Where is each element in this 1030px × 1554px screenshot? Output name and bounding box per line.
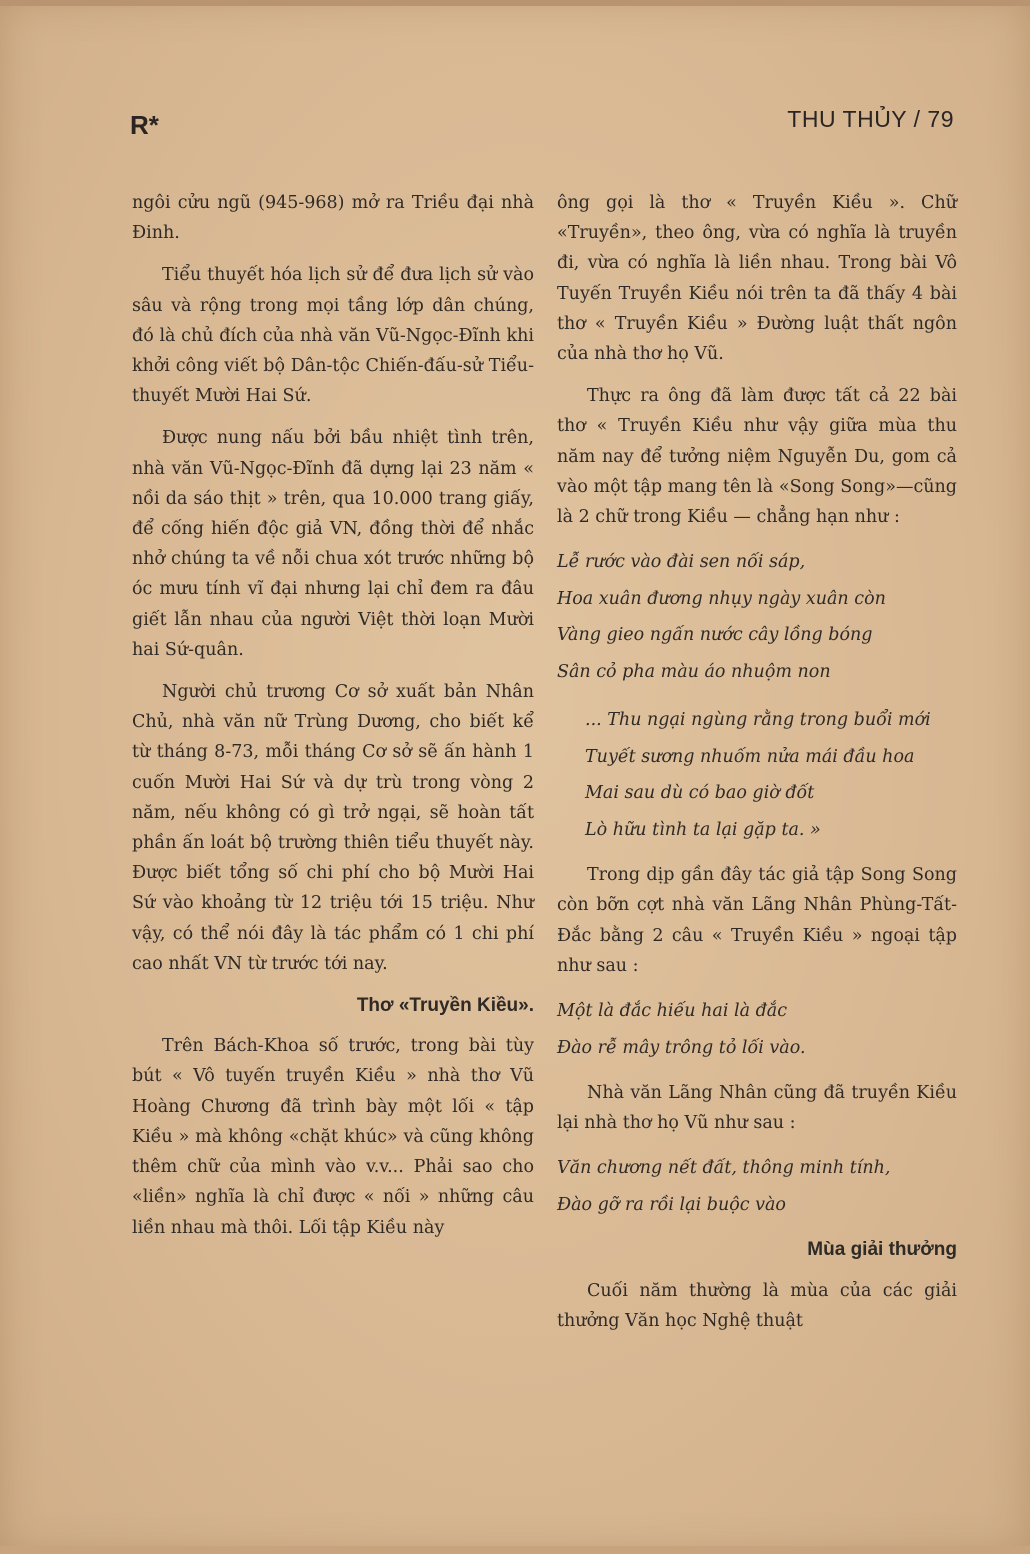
paragraph: Nhà văn Lãng Nhân cũng đã truyền Kiều lại nhà thơ họ Vũ như sau : [557,1083,957,1134]
page-mark: R* [130,110,159,140]
poem-line: Đào rễ mây trông tỏ lối vào. [557,1037,806,1058]
poem-block [557,702,957,848]
poem-line: Mai sau dù có bao giờ đốt [585,783,815,804]
paragraph: Trên Bách-Khoa số trước, trong bài tùy bút « Vô tuyến truyền Kiều » nhà thơ Vũ Hoàng Chương đã trình bày một lối « tập Kiều » mà không «chặt khúc» và cũng không thêm chữ của mình vào v.v... Phải sao cho «liền» nghĩa là chỉ được « nối » những câu liền nhau mà thôi. Lối tập Kiều này [132,1036,534,1238]
paragraph: Trong dịp gần đây tác giả tập Song Song còn bỡn cợt nhà văn Lãng Nhân Phùng-Tất-Đắc bằng 2 câu « Truyền Kiều » ngoại tập như sau : [557,865,957,976]
poem-block [557,993,957,1066]
poem-line: Vàng gieo ngấn nước cây lồng bóng [557,625,873,646]
poem-block [557,544,957,690]
poem-line: Hoa xuân đương nhụy ngày xuân còn [557,588,886,609]
paragraph: Thực ra ông đã làm được tất cả 22 bài thơ « Truyền Kiều như vậy giữa mùa thu năm nay để tưởng niệm Nguyễn Du, gom cả vào một tập mang tên là «Song Song»—cũng là 2 chữ trong Kiều — chẳng hạn như : [557,386,957,528]
left-column [132,188,534,1255]
paragraph: ngôi cửu ngũ (945-968) mở ra Triều đại nhà Đinh. [132,193,534,244]
section-heading: Mùa giải thưởng [807,1239,957,1261]
poem-line: Văn chương nết đất, thông minh tính, [557,1158,891,1179]
paragraph: Tiểu thuyết hóa lịch sử để đưa lịch sử vào sâu và rộng trong mọi tầng lớp dân chúng, đó là chủ đích của nhà văn Vũ-Ngọc-Đĩnh khi khởi công viết bộ Dân-tộc Chiến-đấu-sử Tiểu-thuyết Mười Hai Sứ. [132,265,534,407]
poem-line: Lễ rước vào đài sen nối sáp, [557,552,806,573]
running-header: THU THỦY / 79 [787,106,954,132]
poem-line: ... Thu ngại ngùng rằng trong buổi mới [585,710,931,731]
right-column [557,188,957,1348]
paragraph: Cuối năm thường là mùa của các giải thưởng Văn học Nghệ thuật [557,1280,957,1331]
section-heading: Thơ «Truyền Kiều». [356,995,534,1017]
paragraph: Được nung nấu bởi bầu nhiệt tình trên, nhà văn Vũ-Ngọc-Đĩnh đã dựng lại 23 năm « nồi da sáo thịt » trên, qua 10.000 trang giấy, để cống hiến độc giả VN, đồng thời để nhắc nhở chúng ta về nỗi chua xót trước những bộ óc mưu tính vĩ đại nhưng lại chỉ đem ra đâu giết lẫn nhau của người Việt thời loạn Mười hai Sứ-quân. [132,428,534,660]
paragraph: ông gọi là thơ « Truyền Kiều ». Chữ «Truyền», theo ông, vừa có nghĩa là truyền đi, vừa có nghĩa là liền nhau. Trong bài Vô Tuyến Truyền Kiều nói trên ta đã thấy 4 bài thơ « Truyền Kiều » Đường luật thất ngôn của nhà thơ họ Vũ. [557,193,957,365]
poem-line: Sân cỏ pha màu áo nhuộm non [557,661,831,682]
page-top-edge [0,0,1030,6]
poem-line: Lò hữu tình ta lại gặp ta. » [585,819,821,840]
poem-line: Tuyết sương nhuốm nửa mái đầu hoa [585,746,915,767]
poem-line: Đào gỡ ra rồi lại buộc vào [557,1194,786,1215]
poem-line: Một là đắc hiếu hai là đắc [557,1001,788,1022]
poem-block [557,1150,957,1223]
paragraph: Người chủ trương Cơ sở xuất bản Nhân Chủ, nhà văn nữ Trùng Dương, cho biết kể từ tháng 8-73, mỗi tháng Cơ sở sẽ ấn hành 1 cuốn Mười Hai Sứ và dự trù trong vòng 2 năm, nếu không có gì trở ngại, sẽ hoàn tất phần ấn loát bộ trường thiên tiểu thuyết này. Được biết tổng số chi phí cho bộ Mười Hai Sứ vào khoảng từ 12 triệu tới 15 triệu. Như vậy, có thể nói đây là tác phẩm có 1 chi phí cao nhất VN từ trước tới nay. [132,682,534,974]
page-bottom-edge [0,1546,1030,1554]
